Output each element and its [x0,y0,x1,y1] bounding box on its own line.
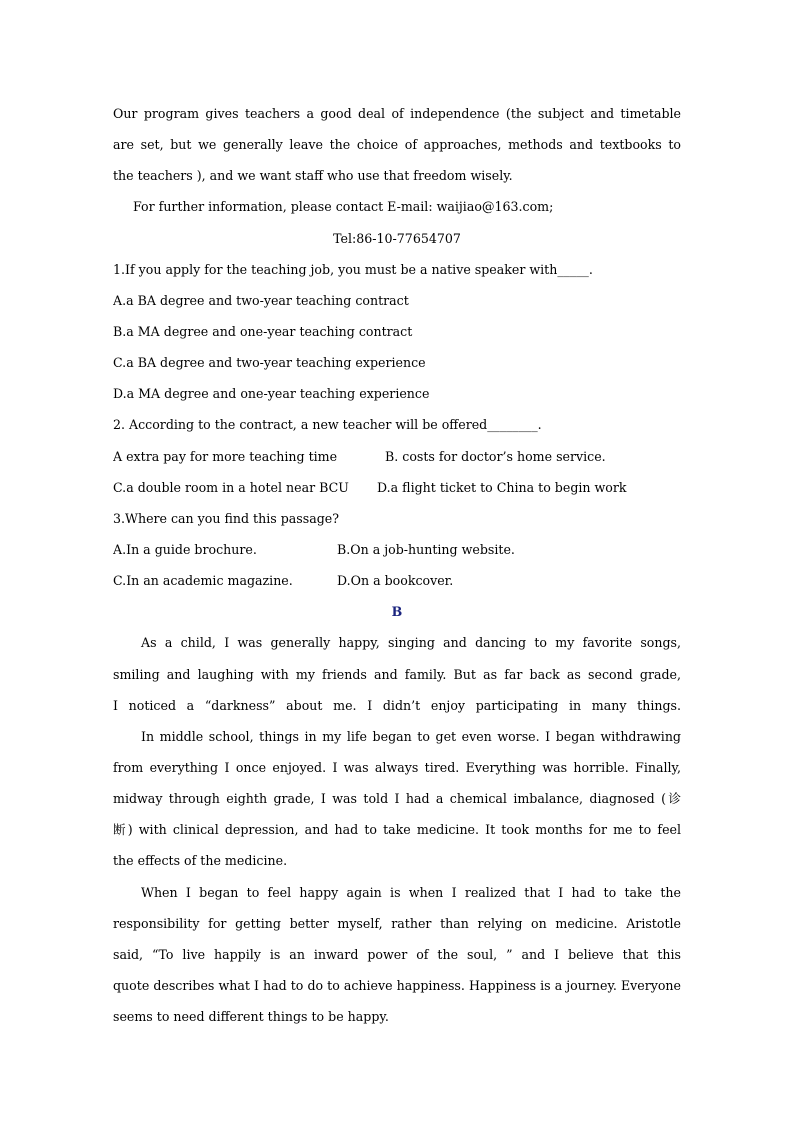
question-1-option-b: B.a MA degree and one-year teaching contract [113,323,413,339]
passage-b-p1-line-3: I noticed a “darkness” about me. I didn’t enjoy participating in many things. [113,697,681,713]
passage-b-p2-line-2: from everything I once enjoyed. I was always tired. Everything was horrible. Finally, [113,759,681,775]
passage-a-line-3: the teachers ), and we want staff who use that freedom wisely. [113,168,513,184]
question-3-options-row-2 [113,565,681,596]
passage-b-p3-line-4: quote describes what I had to do to achieve happiness. Happiness is a journey. Everyone [113,977,681,993]
question-1-option-d: D.a MA degree and one-year teaching experience [113,386,430,402]
question-3-option-d: D.On a bookcover. [337,573,454,589]
question-3-option-a: A.In a guide brochure. [113,541,257,557]
tel-line: Tel:86-10-77654707 [333,230,461,246]
question-2-option-d: D.a flight ticket to China to begin work [377,479,627,495]
question-3-stem: 3.Where can you find this passage? [113,510,339,526]
passage-b-p3-line-2: responsibility for getting better myself, rather than relying on medicine. Aristotle [113,915,681,931]
question-3-options-row-1 [113,534,681,565]
passage-b-p2-line-1: In middle school, things in my life began to get even worse. I began withdrawing [141,728,681,744]
question-2-stem: 2. According to the contract, a new teacher will be offered________. [113,417,542,433]
question-1-option-c: C.a BA degree and two-year teaching experience [113,355,426,371]
question-3-option-b: B.On a job-hunting website. [337,541,515,557]
passage-a-line-2: are set, but we generally leave the choice of approaches, methods and textbooks to [113,137,681,153]
passage-b-p1-line-1: As a child, I was generally happy, singing and dancing to my favorite songs, [141,635,681,651]
passage-b-title: B [391,604,403,620]
passage-b-p3-line-3: said, “To live happily is an inward power of the soul, ” and I believe that this [113,946,681,962]
passage-b-p3-line-5: seems to need different things to be happy. [113,1009,389,1025]
question-2-option-b: B. costs for doctor’s home service. [385,448,606,464]
passage-b-p3-line-1: When I began to feel happy again is when I realized that I had to take the [141,884,681,900]
question-2-options-row-1 [113,441,681,472]
document-page [113,98,681,1032]
question-1-stem: 1.If you apply for the teaching job, you must be a native speaker with_____. [113,261,593,277]
passage-b-p2-line-5: the effects of the medicine. [113,853,288,869]
contact-line: For further information, please contact E-mail: waijiao@163.com; [133,199,554,215]
passage-a-line-1: Our program gives teachers a good deal of independence (the subject and timetable [113,106,681,121]
passage-b-p2-line-3: midway through eighth grade, I was told I had a chemical imbalance, diagnosed (诊 [113,791,681,807]
question-2-option-a: A extra pay for more teaching time [113,448,338,464]
passage-b-p1-line-2: smiling and laughing with my friends and family. But as far back as second grade, [113,666,681,682]
question-2-options-row-2 [113,472,681,503]
question-1-option-a: A.a BA degree and two-year teaching contract [113,292,409,308]
question-3-option-c: C.In an academic magazine. [113,573,293,589]
question-2-option-c: C.a double room in a hotel near BCU [113,479,349,495]
passage-b-p2-line-4: 断) with clinical depression, and had to take medicine. It took months for me to feel [113,822,681,838]
